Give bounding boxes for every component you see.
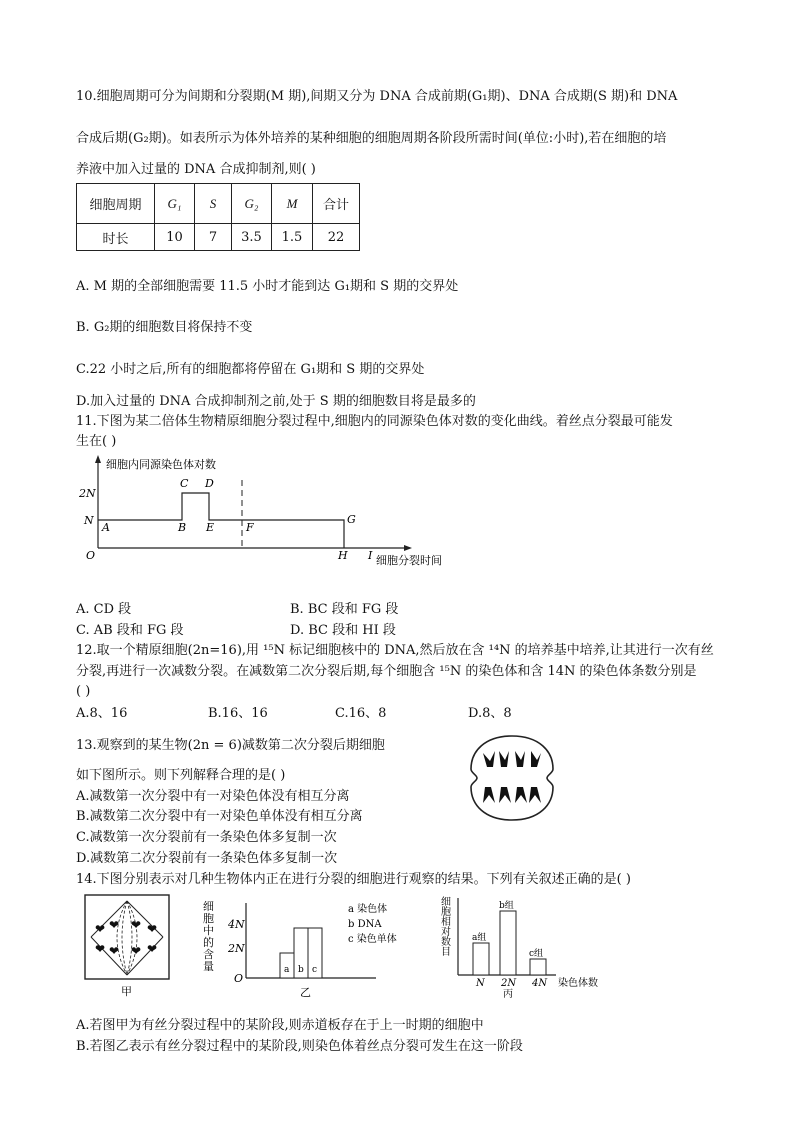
homologous-pairs-chart bbox=[76, 452, 476, 574]
q13-option-a: A.减数第一次分裂中有一对染色体没有相互分离 bbox=[76, 789, 350, 804]
point-a: A bbox=[102, 521, 110, 534]
point-c: C bbox=[180, 477, 189, 490]
svg-text:❤: ❤ bbox=[147, 922, 158, 936]
bing-bar-label: c组 bbox=[529, 949, 544, 959]
svg-text:❤: ❤ bbox=[131, 944, 142, 958]
svg-text:细: 细 bbox=[441, 897, 451, 908]
chart-xlabel: 细胞分裂时间 bbox=[376, 554, 442, 567]
q12-line3: ( ) bbox=[76, 684, 91, 699]
table-header: 细胞周期 bbox=[77, 184, 155, 224]
q13-line2: 如下图所示。则下列解释合理的是( ) bbox=[76, 768, 286, 783]
q12-option-c: C.16、8 bbox=[335, 706, 387, 721]
caption-jia: 甲 bbox=[121, 985, 132, 998]
svg-text:相: 相 bbox=[441, 917, 451, 928]
table-cell: 1.5 bbox=[272, 224, 313, 251]
bing-bar-4N bbox=[530, 959, 546, 975]
table-cell: 3.5 bbox=[232, 224, 272, 251]
svg-text:中: 中 bbox=[203, 924, 214, 937]
cell-cycle-table bbox=[76, 183, 360, 251]
bing-ylabel bbox=[441, 896, 451, 958]
figure-jia bbox=[83, 893, 175, 998]
yi-legend-b: b DNA bbox=[348, 919, 382, 930]
point-d: D bbox=[205, 477, 214, 490]
caption-yi: 乙 bbox=[300, 986, 311, 999]
q13-option-c: C.减数第一次分裂前有一条染色体多复制一次 bbox=[76, 830, 337, 845]
bing-bar-label: b组 bbox=[499, 901, 514, 911]
svg-text:量: 量 bbox=[203, 960, 214, 973]
bing-ylabel-text: 细胞相对数目 bbox=[438, 893, 444, 894]
tick-o: O bbox=[86, 549, 96, 562]
q10-line2: 合成后期(G₂期)。如表所示为体外培养的某种细胞的细胞周期各阶段所需时间(单位:小时),若在细胞的培 bbox=[76, 131, 667, 146]
svg-text:胞: 胞 bbox=[203, 912, 214, 925]
q14-option-b: B.若图乙表示有丝分裂过程中的某阶段,则染色体着丝点分裂可发生在这一阶段 bbox=[76, 1039, 523, 1054]
q10-line3: 养液中加入过量的 DNA 合成抑制剂,则( ) bbox=[76, 162, 316, 177]
svg-text:的: 的 bbox=[203, 936, 214, 949]
svg-text:❤: ❤ bbox=[95, 942, 106, 956]
yi-bar-label: c bbox=[312, 965, 318, 975]
table-cell: 10 bbox=[155, 224, 195, 251]
point-f: F bbox=[246, 521, 254, 534]
svg-text:❤: ❤ bbox=[131, 918, 142, 932]
chart-ylabel: 细胞内同源染色体对数 bbox=[106, 458, 216, 471]
figure-bing bbox=[438, 893, 618, 1003]
q12-option-a: A.8、16 bbox=[76, 706, 128, 721]
q11-option-d: D. BC 段和 HI 段 bbox=[290, 623, 396, 638]
q11-line2: 生在( ) bbox=[76, 434, 117, 449]
tick-2n: 2N bbox=[79, 487, 96, 500]
bing-bar-label: a组 bbox=[472, 933, 487, 943]
q10-option-c: C.22 小时之后,所有的细胞都将停留在 G₁期和 S 期的交界处 bbox=[76, 362, 425, 377]
bing-bar-N bbox=[473, 943, 489, 975]
yi-bar-label: b bbox=[298, 965, 304, 975]
yi-tick-4n: 4N bbox=[228, 918, 245, 931]
q12-line1: 12.取一个精原细胞(2n=16),用 ¹⁵N 标记细胞核中的 DNA,然后放在含 ¹⁴N 的培养基中培养,让其进行一次有丝 bbox=[76, 643, 714, 658]
q10-option-a: A. M 期的全部细胞需要 11.5 小时才能到达 G₁期和 S 期的交界处 bbox=[76, 279, 459, 294]
table-cell: 时长 bbox=[77, 224, 155, 251]
table-header: S bbox=[195, 184, 232, 224]
q14-option-a: A.若图甲为有丝分裂过程中的某阶段,则赤道板存在于上一时期的细胞中 bbox=[76, 1018, 484, 1033]
anaphase-cell-figure bbox=[467, 733, 557, 823]
svg-text:细: 细 bbox=[203, 900, 214, 913]
svg-text:❤: ❤ bbox=[147, 942, 158, 956]
yi-legend-c: c 染色单体 bbox=[348, 934, 397, 945]
curve bbox=[98, 493, 344, 548]
q10-line1: 10.细胞周期可分为间期和分裂期(M 期),间期又分为 DNA 合成前期(G₁期)、DNA 合成期(S 期)和 DNA bbox=[76, 89, 678, 104]
q10-option-b: B. G₂期的细胞数目将保持不变 bbox=[76, 320, 253, 335]
svg-text:数: 数 bbox=[441, 937, 451, 948]
q14-line1: 14.下图分别表示对几种生物体内正在进行分裂的细胞进行观察的结果。下列有关叙述正确的是( ) bbox=[76, 872, 631, 887]
bing-tick-n: N bbox=[476, 978, 485, 989]
table-cell: 7 bbox=[195, 224, 232, 251]
svg-text:❤: ❤ bbox=[109, 918, 120, 932]
point-g: G bbox=[347, 513, 356, 526]
bing-xlabel: 染色体数 bbox=[558, 978, 598, 989]
yi-tick-2n: 2N bbox=[228, 942, 245, 955]
q11-line1: 11.下图为某二倍体生物精原细胞分裂过程中,细胞内的同源染色体对数的变化曲线。着丝点分裂最可能发 bbox=[76, 414, 673, 429]
yi-tick-o: O bbox=[234, 972, 244, 985]
q13-line1: 13.观察到的某生物(2n = 6)减数第二次分裂后期细胞 bbox=[76, 738, 385, 753]
q12-option-b: B.16、16 bbox=[208, 706, 268, 721]
svg-text:❤: ❤ bbox=[95, 922, 106, 936]
table-cell: 22 bbox=[313, 224, 360, 251]
tick-n: N bbox=[84, 514, 94, 527]
q13-option-d: D.减数第二次分裂前有一条染色体多复制一次 bbox=[76, 851, 338, 866]
yi-ylabel-text: 细胞中的含量 bbox=[200, 898, 206, 899]
q13-option-b: B.减数第二次分裂中有一对染色单体没有相互分离 bbox=[76, 809, 363, 824]
svg-text:含: 含 bbox=[203, 948, 214, 961]
bing-bar-2N bbox=[500, 911, 516, 975]
q11-option-b: B. BC 段和 FG 段 bbox=[290, 602, 399, 617]
yi-bar-label: a bbox=[284, 965, 290, 975]
point-e: E bbox=[206, 521, 215, 534]
svg-text:目: 目 bbox=[441, 947, 451, 958]
table-header: M bbox=[272, 184, 313, 224]
q10-option-d: D.加入过量的 DNA 合成抑制剂之前,处于 S 期的细胞数目将是最多的 bbox=[76, 394, 476, 409]
table-header: G₂ bbox=[232, 184, 272, 224]
q11-option-a: A. CD 段 bbox=[76, 602, 132, 617]
table-header: 合计 bbox=[313, 184, 360, 224]
caption-bing: 丙 bbox=[503, 989, 513, 1000]
q12-option-d: D.8、8 bbox=[468, 706, 512, 721]
figure-yi bbox=[200, 898, 440, 1000]
svg-text:❤: ❤ bbox=[109, 944, 120, 958]
point-h: H bbox=[338, 549, 348, 562]
svg-text:胞: 胞 bbox=[441, 907, 451, 918]
bing-tick-4n: 4N bbox=[532, 978, 548, 989]
q12-line2: 分裂,再进行一次减数分裂。在减数第二次分裂后期,每个细胞含 ¹⁵N 的染色体和含 14N 的染色体条数分别是 bbox=[76, 664, 697, 679]
q11-option-c: C. AB 段和 FG 段 bbox=[76, 623, 184, 638]
yi-ylabel bbox=[203, 900, 214, 973]
point-b: B bbox=[178, 521, 187, 534]
svg-text:对: 对 bbox=[441, 927, 451, 938]
point-i: I bbox=[368, 549, 373, 562]
yi-legend-a: a 染色体 bbox=[348, 904, 388, 915]
table-header: G₁ bbox=[155, 184, 195, 224]
bing-tick-2n: 2N bbox=[501, 978, 517, 989]
